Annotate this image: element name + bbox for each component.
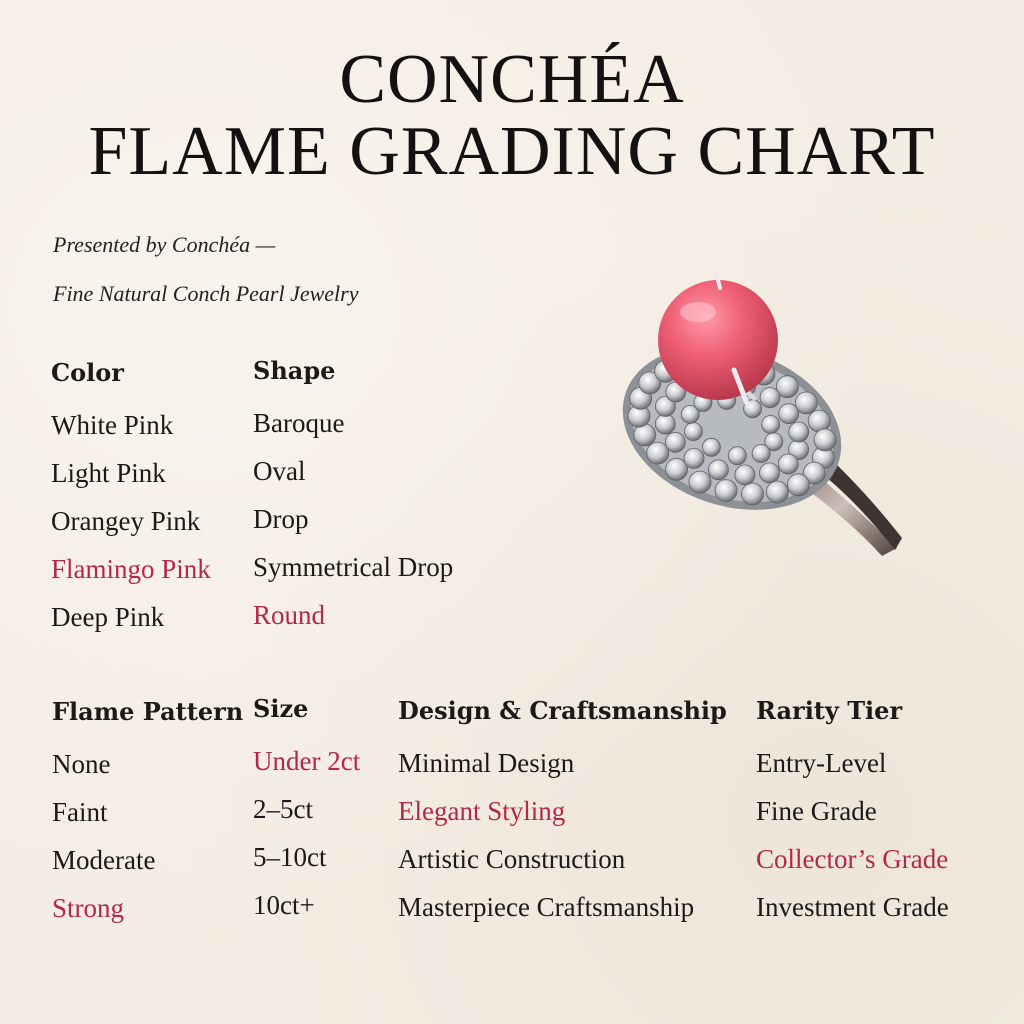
color-column xyxy=(51,358,211,650)
design-item: Elegant Styling xyxy=(398,796,566,826)
halo-diamond xyxy=(766,481,788,503)
halo-diamond xyxy=(789,422,809,442)
shape-item: Oval xyxy=(253,456,306,486)
size-item: 10ct+ xyxy=(253,890,315,920)
halo-diamond xyxy=(735,465,755,485)
halo-diamond xyxy=(762,416,780,434)
subtitle-presented-by: Presented by Conchéa — xyxy=(53,232,276,257)
halo-diamond xyxy=(814,429,836,451)
color-item: Flamingo Pink xyxy=(51,554,211,584)
flame-pattern-column xyxy=(52,697,243,941)
design-item: Artistic Construction xyxy=(398,844,626,874)
shape-column xyxy=(253,356,453,648)
shape-item: Round xyxy=(253,600,326,630)
shape-item: Drop xyxy=(253,504,309,534)
halo-diamond xyxy=(752,445,770,463)
rarity-item: Collector’s Grade xyxy=(756,844,949,874)
halo-diamond xyxy=(655,414,675,434)
flame-pattern-item: None xyxy=(52,749,111,779)
shape-item: Baroque xyxy=(253,408,345,438)
color-item: Light Pink xyxy=(51,458,166,488)
rarity-item: Entry-Level xyxy=(756,748,887,778)
flame-pattern-heading: Flame Pattern xyxy=(52,697,244,726)
halo-diamond xyxy=(779,404,799,424)
flame-pattern-item: Strong xyxy=(52,893,125,923)
halo-diamond xyxy=(702,438,720,456)
halo-diamond xyxy=(715,480,737,502)
rarity-column xyxy=(756,696,949,940)
flame-pattern-item: Faint xyxy=(52,797,108,827)
halo-diamond xyxy=(708,460,728,480)
title-line-2: FLAME GRADING CHART xyxy=(88,113,936,190)
color-item: White Pink xyxy=(51,410,174,440)
shape-item: Symmetrical Drop xyxy=(253,552,454,582)
halo-diamond xyxy=(684,423,702,441)
color-heading: Color xyxy=(51,358,124,387)
design-column xyxy=(398,696,727,940)
halo-diamond xyxy=(760,388,780,408)
halo-diamond xyxy=(689,471,711,493)
halo-diamond xyxy=(728,447,746,465)
design-item: Minimal Design xyxy=(398,748,575,778)
design-item: Masterpiece Craftsmanship xyxy=(398,892,695,922)
flame-pattern-item: Moderate xyxy=(52,845,156,875)
design-heading: Design & Craftsmanship xyxy=(398,696,727,725)
rarity-heading: Rarity Tier xyxy=(756,696,903,725)
size-item: 5–10ct xyxy=(253,842,327,872)
rarity-item: Fine Grade xyxy=(756,796,877,826)
color-item: Orangey Pink xyxy=(51,506,201,536)
halo-diamond xyxy=(760,463,780,483)
subtitle-company-description: Fine Natural Conch Pearl Jewelry xyxy=(53,281,359,306)
size-heading: Size xyxy=(253,694,309,723)
halo-diamond xyxy=(778,454,798,474)
rarity-item: Investment Grade xyxy=(756,892,949,922)
conch-pearl-ring-image xyxy=(612,268,904,558)
color-item: Deep Pink xyxy=(51,602,165,632)
halo-diamond xyxy=(742,483,764,505)
size-item: 2–5ct xyxy=(253,794,313,824)
title-line-1: CONCHÉA xyxy=(339,41,685,118)
halo-diamond xyxy=(787,474,809,496)
shape-heading: Shape xyxy=(253,356,336,385)
halo-diamond xyxy=(684,448,704,468)
size-column xyxy=(253,694,360,938)
halo-diamond xyxy=(665,432,685,452)
size-item: Under 2ct xyxy=(253,746,361,776)
